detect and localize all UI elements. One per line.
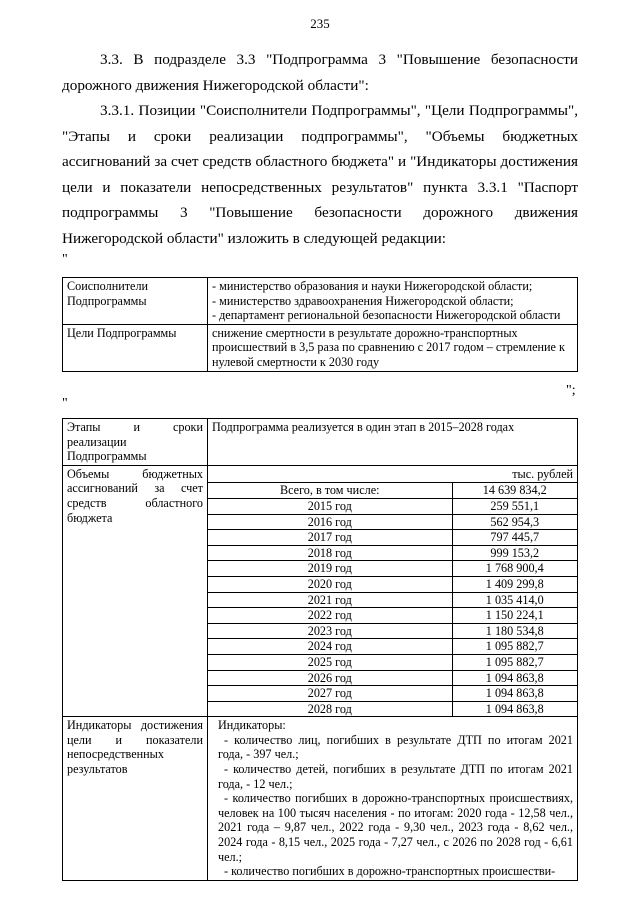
budget-row: [208, 561, 577, 577]
budget-amount: 999 153,2: [452, 545, 577, 561]
budget-year: 2015 год: [208, 498, 452, 514]
budget-amount: 797 445,7: [452, 530, 577, 546]
table-row: [63, 278, 578, 325]
page-number: 235: [310, 16, 330, 31]
indicators-label: Индикаторы достижения цели и показатели непосредственных результатов: [63, 717, 208, 881]
budget-amount: 14 639 834,2: [452, 483, 577, 498]
coexecutors-label: Соисполнители Подпрограммы: [63, 278, 208, 325]
budget-amount: 1 094 863,8: [452, 670, 577, 686]
budget-amount: 1 094 863,8: [485, 701, 544, 716]
budget-amount: 1 035 414,0: [452, 592, 577, 608]
indicator-item: - количество погибших в дорожно-транспортных происшествиях, человек на 100 тысяч населения - по итогам: 2020 года - 12,58 чел., 2021 года – 9,87 чел., 2022 года - 9,30 чел., 2023 года - 8,62 чел., 2024 года - 8,15 чел., 2025 года - 7,27 чел., с 2026 по 2028 год - 6,61 чел.;: [218, 791, 573, 864]
budget-amount: 1 409 299,8: [452, 576, 577, 592]
paragraph-3-3-1: 3.3.1. Позиции "Соисполнители Подпрограммы", "Цели Подпрограммы", "Этапы и сроки реализации подпрограммы", "Объемы бюджетных ассигнований за счет средств областного бюджета" и "Индикаторы достижения цели и показатели непосредственных результатов" пункта 3.3.1 "Паспорт подпрограммы 3 "Повышение безопасности дорожного движения Нижегородской области" изложить в следующей редакции:: [62, 102, 578, 247]
budget-row: [208, 483, 577, 498]
budget-year: Всего, в том числе:: [208, 483, 452, 498]
open-quote: ": [62, 252, 68, 267]
budget-year: 2024 год: [208, 639, 452, 655]
budget-row: [208, 576, 577, 592]
paragraph-3-3: 3.3. В подразделе 3.3 "Подпрограмма 3 "Повышение безопасности дорожного движения Нижегородской области":: [62, 51, 578, 94]
open-quote: ": [62, 396, 68, 411]
budget-year: 2028 год: [208, 701, 452, 716]
budget-year: 2022 год: [208, 608, 452, 624]
budget-amount: 1 095 882,7: [452, 654, 577, 670]
budget-year: 2023 год: [208, 623, 452, 639]
budget-row: [208, 686, 577, 702]
budget-row: [208, 654, 577, 670]
budget-amount: 259 551,1: [452, 498, 577, 514]
budget-row: [208, 514, 577, 530]
passport-table-2: [62, 418, 578, 881]
budget-row: [208, 670, 577, 686]
budget-amount: 1 768 900,4: [452, 561, 577, 577]
budget-row: [208, 530, 577, 546]
indicators-title: Индикаторы:: [218, 718, 286, 733]
budget-row: [208, 608, 577, 624]
table-row: [63, 465, 578, 717]
table-row: [63, 717, 578, 881]
indicator-item: - количество детей, погибших в результате ДТП по итогам 2021 года, - 12 чел.;: [218, 762, 573, 791]
budget-amount: 562 954,3: [452, 514, 577, 530]
budget-table: [208, 483, 577, 716]
budget-unit: тыс. рублей: [208, 466, 577, 484]
goals-value: снижение смертности в результате дорожно-транспортных происшествий в 3,5 раза по сравнению с 2017 годом – стремление к нулевой смертности к 2030 году: [208, 324, 578, 371]
budget-row: [208, 545, 577, 561]
budget-amount: 1 150 224,1: [452, 608, 577, 624]
indicator-item: - количество лиц, погибших в результате ДТП по итогам 2021 года, - 397 чел.;: [218, 732, 573, 762]
indicator-item: - количество погибших в дорожно-транспортных происшестви-: [224, 864, 556, 879]
table-row: [63, 324, 578, 371]
budget-row: [208, 623, 577, 639]
budget-cell: [208, 465, 578, 717]
budget-year: 2016 год: [208, 514, 452, 530]
table-row: [63, 419, 578, 466]
stages-value: Подпрограмма реализуется в один этап в 2015–2028 годах: [208, 419, 578, 466]
budget-year: 2021 год: [208, 592, 452, 608]
budget-year: 2019 год: [208, 561, 452, 577]
budget-year: 2018 год: [208, 545, 452, 561]
stages-label: Этапы и сроки реализации Подпрограммы: [63, 419, 208, 466]
budget-row: [208, 639, 577, 655]
budget-year: 2025 год: [208, 654, 452, 670]
goals-label: Цели Подпрограммы: [63, 324, 208, 371]
close-quote: ";: [566, 383, 576, 398]
budget-year: 2026 год: [208, 670, 452, 686]
coexecutors-value: - министерство образования и науки Нижегородской области; - министерство здравоохранения Нижегородской области; - департамент региональной безопасности Нижегородской области: [208, 278, 578, 325]
budget-row: [208, 592, 577, 608]
budget-year: 2020 год: [208, 576, 452, 592]
budget-amount: 1 095 882,7: [452, 639, 577, 655]
budget-label: Объемы бюджетных ассигнований за счет средств областного бюджета: [63, 465, 208, 717]
budget-year: 2027 год: [208, 686, 452, 702]
budget-row: [208, 701, 577, 716]
budget-amount: 1 180 534,8: [452, 623, 577, 639]
budget-row: [208, 498, 577, 514]
budget-amount: 1 094 863,8: [452, 686, 577, 702]
passport-table-1: [62, 277, 578, 372]
indicators-value: [208, 717, 578, 881]
budget-year: 2017 год: [208, 530, 452, 546]
